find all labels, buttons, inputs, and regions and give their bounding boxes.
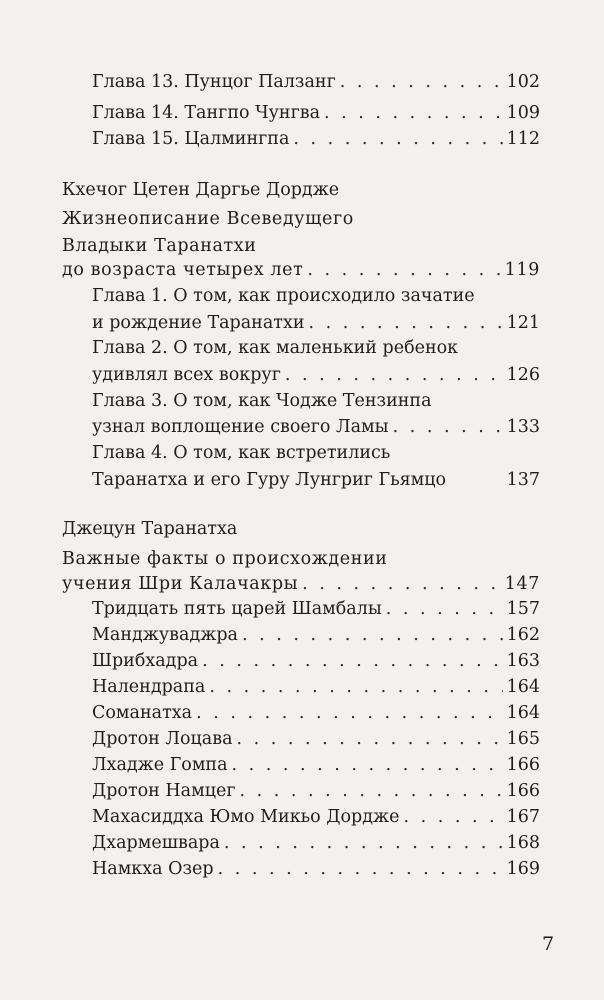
section-author: Кхечог Цетен Даргье Дордже [62,180,340,200]
leader-dots [309,310,503,337]
entry-title: Манджуваджра [92,625,238,645]
entry-title: Махасиддха Юмо Микьо Дордже [92,807,400,827]
entry-page: 137 [506,470,540,490]
entry-page: 119 [504,260,540,280]
entry-page: 166 [506,755,540,775]
entry-title: Тридцать пять царей Шамбалы [92,599,382,619]
section-title-line: Важные факты о происхождении [62,549,388,569]
entry-page: 112 [506,129,540,149]
entry-title: Налендрапа [92,677,206,697]
toc-entry [0,596,604,623]
page-number: 7 [542,933,555,955]
toc-entry [0,126,604,153]
toc-entry [0,571,604,598]
entry-page: 109 [506,103,540,123]
entry-title: Дротон Лоцава [92,729,233,749]
entry-title: Лхадже Гомпа [92,755,228,775]
entry-title: Глава 14. Тангпо Чунгва [92,103,321,123]
section-title-line: Жизнеописание Всеведущего [62,209,354,229]
toc-entry [0,752,604,779]
toc-entry [0,362,604,389]
entry-page: 121 [506,313,540,333]
toc-entry [0,856,604,883]
leader-dots [237,726,503,753]
entry-page: 126 [506,365,540,385]
entry-page: 163 [506,651,540,671]
entry-title: Шрибхадра [92,651,199,671]
chapter-line: Глава 3. О том, как Чодже Тензинпа [92,391,432,411]
chapter-line: Таранатха и его Гуру Лунгриг Гьямцо [92,470,447,490]
entry-page: 162 [506,625,540,645]
toc-entry [0,830,604,857]
entry-title: Глава 15. Цалмингпа [92,129,290,149]
toc-entry [0,622,604,649]
toc-entry [0,726,604,753]
leader-dots [285,362,503,389]
toc-entry [0,467,604,494]
toc-entry [0,310,604,337]
entry-page: 133 [506,417,540,437]
toc-entry [0,69,604,96]
entry-page: 168 [506,833,540,853]
entry-title: Соманатха [92,703,193,723]
section-title-line: учения Шри Калачакры [62,574,299,594]
entry-page: 164 [506,703,540,723]
leader-dots [232,752,503,779]
entry-title: Намкха Озер [92,859,214,879]
entry-page: 157 [506,599,540,619]
leader-dots [307,257,500,284]
toc-entry [0,100,604,127]
entry-page: 169 [506,859,540,879]
entry-title: Дротон Намцег [92,781,236,801]
leader-dots [242,622,503,649]
leader-dots [403,804,502,831]
entry-page: 102 [506,72,540,92]
leader-dots [196,700,503,727]
section-author: Джецун Таранатха [62,519,238,539]
toc-entry [0,648,604,675]
leader-dots [293,126,502,153]
leader-dots [202,648,503,675]
toc-entry [0,700,604,727]
entry-page: 165 [506,729,540,749]
leader-dots [393,414,503,441]
toc-entry [0,778,604,805]
chapter-line: Глава 2. О том, как маленький ребенок [92,338,459,358]
entry-page: 167 [506,807,540,827]
section-title-line: до возраста четырех лет [62,260,304,280]
toc-entry [0,414,604,441]
entry-page: 147 [504,574,540,594]
leader-dots [324,100,503,127]
entry-title: Дхармешвара [92,833,220,853]
entry-page: 164 [506,677,540,697]
entry-page: 166 [506,781,540,801]
toc-entry [0,257,604,284]
leader-dots [386,596,503,623]
chapter-line: Глава 1. О том, как происходило зачатие [92,286,475,306]
entry-title: Глава 13. Пунцог Палзанг [92,72,336,92]
toc-entry [0,804,604,831]
chapter-line: и рождение Таранатхи [92,313,305,333]
leader-dots [302,571,501,598]
section-title-line: Владыки Таранатхи [62,236,257,256]
toc-entry [0,674,604,701]
chapter-line: удивлял всех вокруг [92,365,281,385]
leader-dots [209,674,502,701]
leader-dots [340,69,503,96]
leader-dots [224,830,503,857]
leader-dots [218,856,503,883]
chapter-line: Глава 4. О том, как встретились [92,443,391,463]
chapter-line: узнал воплощение своего Ламы [92,417,389,437]
leader-dots [240,778,503,805]
